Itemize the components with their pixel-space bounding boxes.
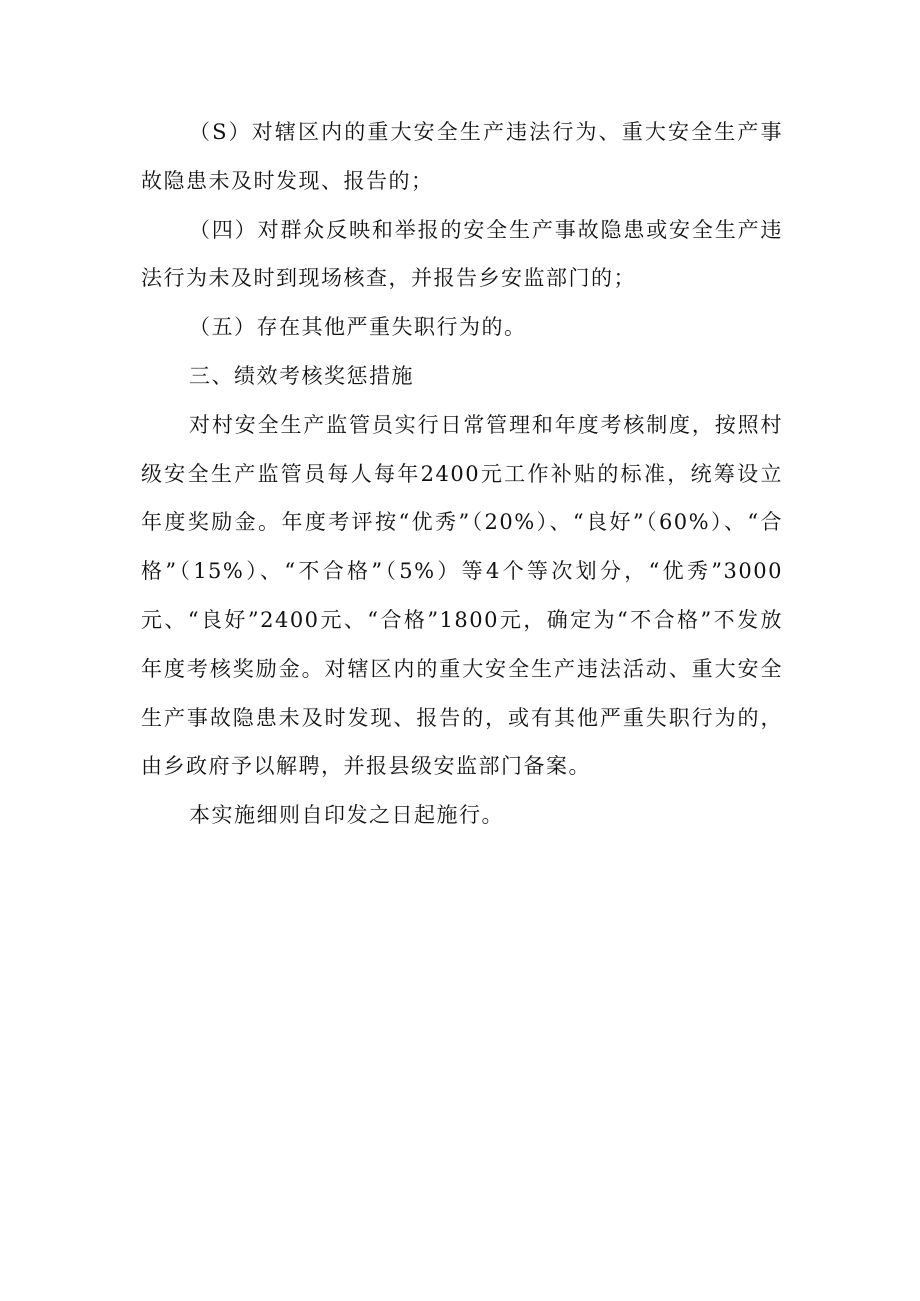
- section-heading-3: 三、绩效考核奖惩措施: [189, 363, 414, 388]
- document-body: [141, 108, 783, 840]
- paragraph-item-5: （五）存在其他严重失职行为的。: [189, 315, 527, 340]
- paragraph-item-3: （S）对辖区内的重大安全生产违法行为、重大安全生产事故隐患未及时发现、报告的；: [141, 120, 783, 193]
- paragraph-assessment: 对村安全生产监管员实行日常管理和年度考核制度，按照村级安全生产监管员每人每年2400元工作补贴的标准，统筹设立年度奖励金。年度考评按“优秀”（20%）、“良好”（60%）、“合格”（15%）、“不合格”（5%）等4个等次划分，“优秀”3000元、“良好”2400元、“合格”1800元，确定为“不合格”不发放年度考核奖励金。对辖区内的重大安全生产违法活动、重大安全生产事故隐患未及时发现、报告的，或有其他严重失职行为的，由乡政府予以解聘，并报县级安监部门备案。: [141, 412, 783, 779]
- paragraph-item-4: （四）对群众反映和举报的安全生产事故隐患或安全生产违法行为未及时到现场核查，并报告乡安监部门的；: [141, 217, 783, 291]
- paragraph-effective-date: 本实施细则自印发之日起施行。: [189, 803, 504, 828]
